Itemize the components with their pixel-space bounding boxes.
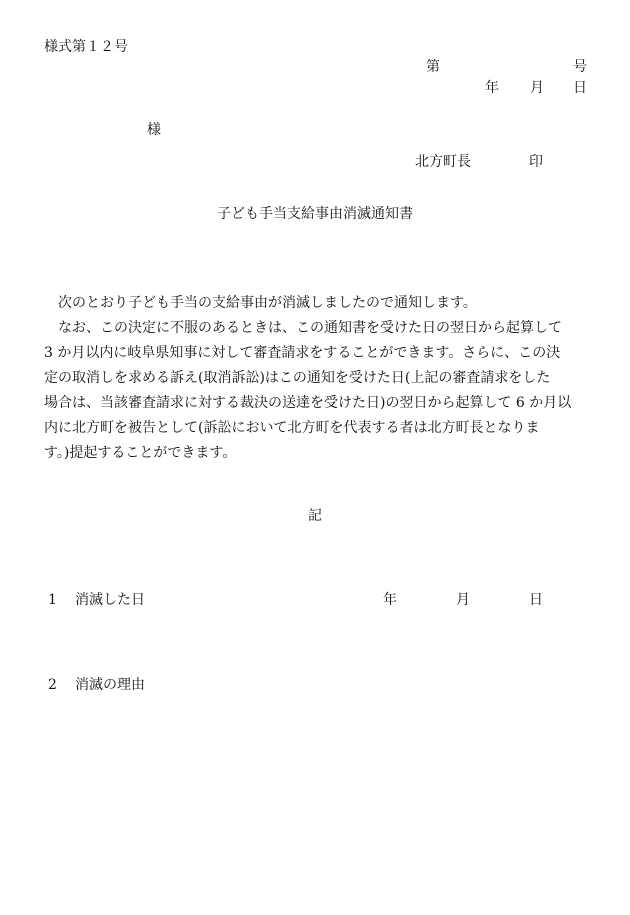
item-date-month: 月 <box>456 592 470 608</box>
body-line: 3 か月以内に岐阜県知事に対して審査請求をすることができます。さらに、この決 <box>44 345 561 361</box>
document-number-suffix: 号 <box>573 59 587 75</box>
issuer-name: 北方町長 <box>415 154 471 170</box>
item-label-extinction-date: 消滅した日 <box>75 592 145 608</box>
body-line: 定の取消しを求める訴え(取消訴訟)はこの通知を受けた日(上記の審査請求をした <box>44 370 551 386</box>
seal-mark: 印 <box>529 154 543 170</box>
body-line: 内に北方町を被告として(訴訟において北方町を代表する者は北方町長となりま <box>44 420 540 436</box>
item-date-year: 年 <box>383 592 397 608</box>
form-number: 様式第１２号 <box>44 39 128 55</box>
document-title: 子ども手当支給事由消滅通知書 <box>217 206 413 222</box>
body-line: 次のとおり子ども手当の支給事由が消滅しましたので通知します。 <box>44 295 477 311</box>
item-number: 1 <box>48 592 57 608</box>
date-month: 月 <box>530 80 544 96</box>
document-number-prefix: 第 <box>426 59 440 75</box>
item-date-day: 日 <box>529 592 543 608</box>
body-line: なお、この決定に不服のあるときは、この通知書を受けた日の翌日から起算して <box>44 320 562 336</box>
date-year: 年 <box>485 80 499 96</box>
item-number: 2 <box>48 677 57 693</box>
ki-heading: 記 <box>308 508 322 524</box>
body-line: 場合は、当該審査請求に対する裁決の送達を受けた日)の翌日から起算して 6 か月以 <box>44 395 572 411</box>
date-day: 日 <box>573 80 587 96</box>
addressee-suffix: 様 <box>147 122 161 138</box>
item-label-extinction-reason: 消滅の理由 <box>75 677 145 693</box>
body-line: す。)提起することができます。 <box>44 445 237 461</box>
